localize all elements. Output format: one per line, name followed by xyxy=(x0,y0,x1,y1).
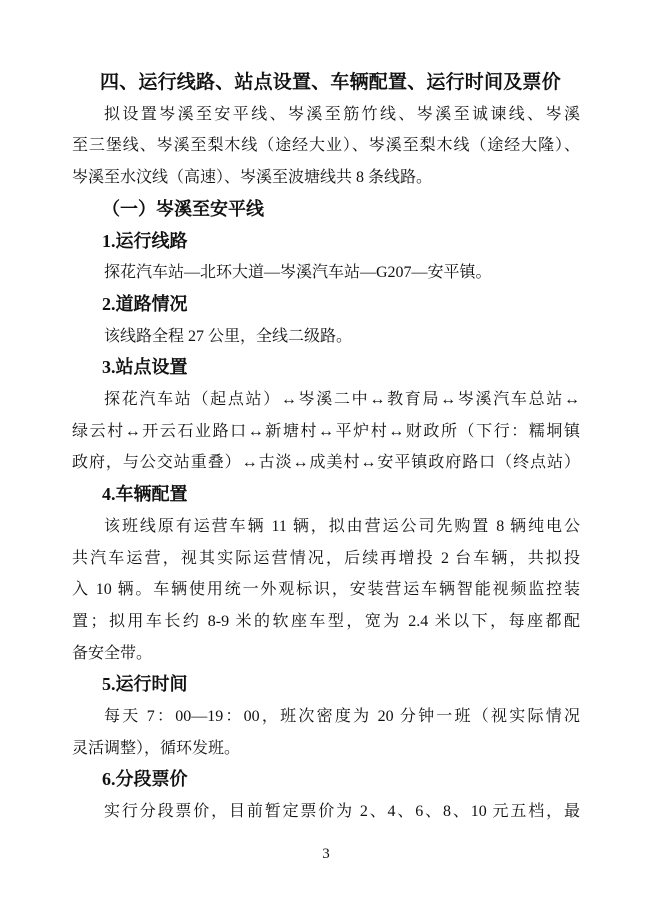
text-line: 每天 7：00—19：00，班次密度为 20 分钟一班（视实际情况 xyxy=(104,708,580,726)
item-heading: 2.道路情况 xyxy=(102,293,188,314)
text-line: 绿云村↔开云石业路口↔新塘村↔平炉村↔财政所（下行：糯垌镇 xyxy=(72,422,580,440)
page-title: 四、运行线路、站点设置、车辆配置、运行时间及票价 xyxy=(100,72,561,93)
item-body xyxy=(72,321,580,353)
item-block xyxy=(72,352,580,479)
text-line: 该班线原有运营车辆 11 辆，拟由营运公司先购置 8 辆纯电公 xyxy=(104,517,580,535)
text-line: 共汽车运营，视其实际运营情况，后续再增投 2 台车辆，共拟投 xyxy=(72,549,580,567)
text-line: 政府，与公交站重叠）↔古淡↔成美村↔安平镇政府路口（终点站） xyxy=(72,454,580,472)
item-heading: 4.车辆配置 xyxy=(102,484,188,505)
item-body xyxy=(72,796,580,828)
item-block xyxy=(72,669,580,764)
item-heading: 1.运行线路 xyxy=(102,230,188,251)
section-heading: （一）岑溪至安平线 xyxy=(102,198,264,219)
item-block xyxy=(72,226,580,289)
item-body xyxy=(72,257,580,289)
item-block xyxy=(72,764,580,827)
page-number: 3 xyxy=(322,846,330,862)
text-line: 岑溪至水汶线（高速）、岑溪至波塘线共 8 条线路。 xyxy=(72,169,433,187)
item-heading: 5.运行时间 xyxy=(102,674,188,695)
text-line: 拟设置岑溪至安平线、岑溪至筋竹线、岑溪至诚谏线、岑溪 xyxy=(104,105,580,123)
item-body xyxy=(72,701,580,764)
text-line: 入 10 辆。车辆使用统一外观标识，安装营运车辆智能视频监控装 xyxy=(72,581,580,599)
text-line: 至三堡线、岑溪至梨木线（途经大业）、岑溪至梨木线（途经大隆）、 xyxy=(72,137,580,155)
item-body xyxy=(72,384,580,479)
text-line: 实行分段票价，目前暂定票价为 2、4、6、8、10 元五档，最 xyxy=(104,803,580,821)
intro-paragraph xyxy=(72,99,580,194)
item-heading: 6.分段票价 xyxy=(102,769,188,790)
text-line: 灵活调整），循环发班。 xyxy=(72,739,241,757)
item-heading: 3.站点设置 xyxy=(102,357,188,378)
item-body xyxy=(72,511,580,670)
text-line: 探花汽车站（起点站）↔岑溪二中↔教育局↔岑溪汽车总站↔ xyxy=(104,391,580,409)
item-block xyxy=(72,289,580,352)
page-content xyxy=(72,67,580,828)
text-line: 探花汽车站—北环大道—岑溪汽车站—G207—安平镇。 xyxy=(104,264,492,282)
text-line: 备安全带。 xyxy=(72,644,153,662)
text-line: 置；拟用车长约 8-9 米的软座车型，宽为 2.4 米以下，每座都配 xyxy=(72,612,580,630)
item-block xyxy=(72,479,580,669)
text-line: 该线路全程 27 公里，全线二级路。 xyxy=(104,327,353,345)
